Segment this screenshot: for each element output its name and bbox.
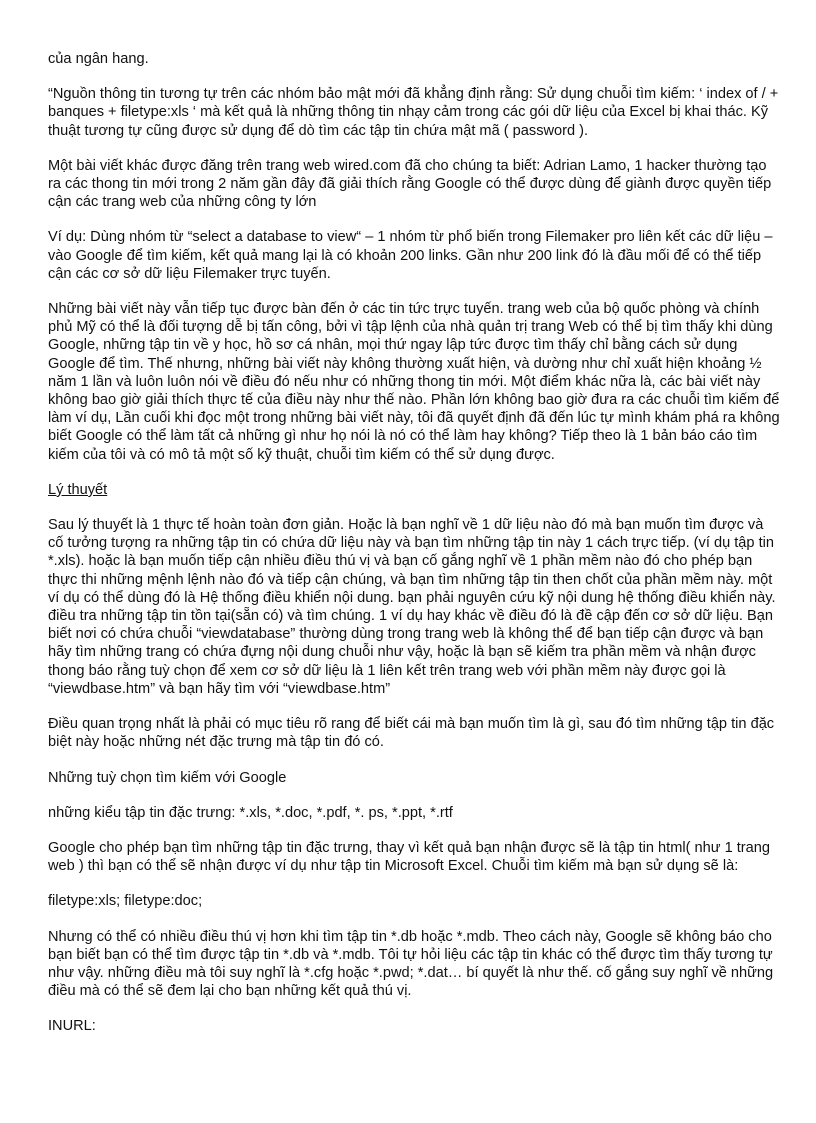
document-page (48, 50, 780, 1053)
paragraph: Những tuỳ chọn tìm kiếm với Google (48, 769, 287, 786)
paragraph: Những bài viết này vẫn tiếp tục được bàn đến ở các tin tức trực tuyến. trang web của bộ quốc phòng và chính phủ Mỹ có thể là đối tượng dễ bị tấn công, bởi vì tập lệnh của nhà quản trị trang Web có thể bị tìm thấy khi dùng Google, những tập tin về y học, hồ sơ cá nhân, mọi thứ ngay lập tức được tìm thấy chỉ bằng cách sử dụng Google để tìm. Thế nhưng, những bài viết này không thường xuất hiện, và dường như chỉ xuất hiện khoảng ½ năm 1 lần và luôn luôn nói về điều đó nếu như có những thong tin mới. Một điểm khác nữa là, các bài viết này không bao giờ giải thích thực tế của điều này như thế nào. Phần lớn không bao giờ đưa ra các chuỗi tìm kiếm để làm ví dụ, Lần cuối khi đọc một trong những bài viết này, tôi đã quyết định đã đến lúc tự mình khám phá ra không biết Google có thể làm tất cả những gì như họ nói là nó có thể làm hay không? Tiếp theo là 1 bản báo cáo tìm kiếm của tôi và có mô tả một số kỹ thuật, chuỗi tìm kiếm có thể sử dụng được. (48, 301, 780, 463)
paragraph: Điều quan trọng nhất là phải có mục tiêu rõ rang để biết cái mà bạn muốn tìm là gì, sau đó tìm những tập tin đặc biệt này hoặc những nét đặc trưng mà tập tin đó có. (48, 716, 775, 751)
paragraph: của ngân hang. (48, 51, 149, 67)
paragraph: INURL: (48, 1018, 96, 1035)
paragraph: Nhưng có thể có nhiều điều thú vị hơn khi tìm tập tin *.db hoặc *.mdb. Theo cách này, Google sẽ không báo cho bạn biết bạn có thể tìm được tập tin *.db và *.mdb. Tôi tự hỏi liệu các tập tin khác có thể được tìm thấy tương tự như vậy. những điều mà tôi suy nghĩ là *.cfg hoặc *.pwd; *.dat… bí quyết là như thế. cố gắng suy nghĩ về những điều mà có thể sẽ đem lại cho bạn những kết quả thú vị. (48, 928, 774, 1000)
paragraph: Ví dụ: Dùng nhóm từ “select a database to view“ – 1 nhóm từ phổ biến trong Filemaker pro liên kết các dữ liệu – vào Google để tìm kiếm, kết quả mang lại là có khoản 200 links. Gần như 200 link đó là đầu mối để có thể tiếp cận các cơ sở dữ liệu Filemaker trực tuyến. (48, 229, 773, 282)
paragraph: Một bài viết khác được đăng trên trang web wired.com đã cho chúng ta biết: Adrian Lamo, 1 hacker thường tạo ra các thong tin mới trong 2 năm gần đây đã giải thích rằng Google có thể được dùng để giành được quyền tiếp cận các trang web của những công ty lớn (48, 157, 772, 211)
section-heading: Lý thuyết (48, 481, 108, 498)
paragraph: filetype:xls; filetype:doc; (48, 893, 203, 910)
paragraph: Sau lý thuyết là 1 thực tế hoàn toàn đơn giản. Hoặc là bạn nghĩ về 1 dữ liệu nào đó mà bạn muốn tìm được và cố tưởng tượng ra những tập tin có chứa dữ liệu này và bạn tìm những tập tin này 1 cách trực tiếp. (ví dụ tập tin *.xls). hoặc là bạn muốn tiếp cận nhiều điều thú vị và bạn cố gắng nghĩ về 1 phần mềm nào đó cho phép bạn thực thi những mệnh lệnh nào đó và tiếp cận chúng, và bạn tìm những tập tin then chốt của phần mềm này. một ví dụ có thể dùng đó là Hệ thống điều khiển nội dung. bạn phải nguyên cứu kỹ nội dung hệ thống điều khiển này. điều tra những tập tin tồn tại(sẵn có) và tìm chúng. 1 ví dụ hay khác về điều đó là đề cập đến cơ sở dữ liệu. Bạn biết nơi có chứa chuỗi “viewdatabase” thường dùng trong trang web là không thể để bạn tiếp cận được và bạn hãy tìm những trang có chứa đựng nội dung chuỗi như vậy, hoặc là bạn sẽ kiếm tra phần mềm và nhận được thong báo rằng tuỳ chọn để xem cơ sở dữ liệu là 1 liên kết trên trang web với phần mềm này được gọi là “viewdbase.htm” và bạn hãy tìm với “viewdbase.htm” (48, 517, 776, 697)
paragraph: những kiểu tập tin đặc trưng: *.xls, *.doc, *.pdf, *. ps, *.ppt, *.rtf (48, 804, 453, 821)
paragraph: “Nguồn thông tin tương tự trên các nhóm bảo mật mới đã khẳng định rằng: Sử dụng chuỗi tìm kiếm: ‘ index of / + banques + filetype:xls ‘ mà kết quả là những thông tin nhạy cảm trong các gói dữ liệu của Excel bị khai thác. Kỹ thuật tương tự cũng được sử dụng để dò tìm các tập tin chứa mật mã ( password ). (48, 86, 779, 139)
paragraph: Google cho phép bạn tìm những tập tin đặc trưng, thay vì kết quả bạn nhận được sẽ là tập tin html( như 1 trang web ) thì bạn có thể sẽ nhận được ví dụ như tập tin Microsoft Excel. Chuỗi tìm kiếm mà bạn sử dụng sẽ là: (48, 839, 771, 875)
